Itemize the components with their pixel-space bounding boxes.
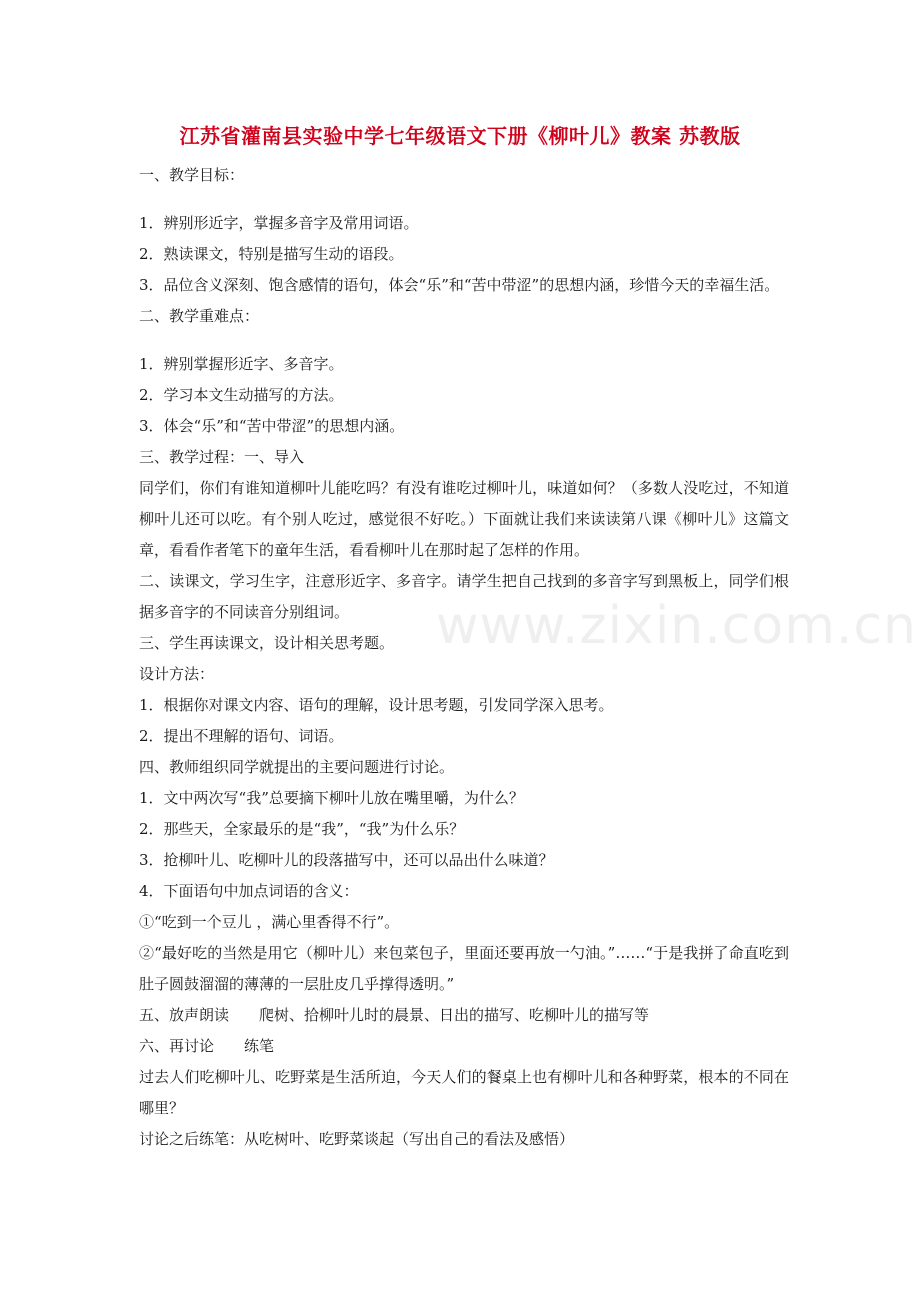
objective-item: 3．品位含义深刻、饱含感情的语句，体会“乐”和“苦中带涩”的思想内涵，珍惜今天的幸福生活。	[139, 276, 780, 294]
paragraph-discussion: 四、教师组织同学就提出的主要问题进行讨论。	[139, 758, 455, 776]
paragraph-design-method: 设计方法：	[139, 665, 215, 683]
paragraph-intro: 同学们，你们有谁知道柳叶儿能吃吗？有没有谁吃过柳叶儿，味道如何？（多数人没吃过，不知道柳叶儿还可以吃。有个别人吃过，感觉很不好吃。）下面就让我们来读读第八课《柳叶儿》这篇文章，看看作者笔下的童年生活，看看柳叶儿在那时起了怎样的作用。	[139, 479, 789, 559]
key-point-item: 1．辨别掌握形近字、多音字。	[139, 355, 344, 373]
quote-item: ①“吃到一个豆儿 ，满心里香得不行”。	[139, 913, 400, 931]
paragraph-comparison: 过去人们吃柳叶儿、吃野菜是生活所迫，今天人们的餐桌上也有柳叶儿和各种野菜，根本的不同在哪里？	[139, 1068, 789, 1117]
design-item: 1．根据你对课文内容、语句的理解，设计思考题，引发同学深入思考。	[139, 696, 614, 714]
paragraph-reading: 二、读课文，学习生字，注意形近字、多音字。请学生把自己找到的多音字写到黑板上，同学们根据多音字的不同读音分别组词。	[139, 572, 789, 621]
document-title: 江苏省灌南县实验中学七年级语文下册《柳叶儿》教案 苏教版	[179, 124, 741, 148]
spacer	[139, 191, 789, 208]
objective-item: 2．熟读课文，特别是描写生动的语段。	[139, 245, 404, 263]
design-item: 2．提出不理解的语句、词语。	[139, 727, 344, 745]
document-body	[139, 160, 789, 1155]
question-item: 1．文中两次写“我”总要摘下柳叶儿放在嘴里嚼，为什么？	[139, 789, 524, 807]
objective-item: 1．辨别形近字，掌握多音字及常用词语。	[139, 214, 419, 232]
question-item: 3．抢柳叶儿、吃柳叶儿的段落描写中，还可以品出什么味道？	[139, 851, 554, 869]
spacer	[139, 332, 789, 349]
quote-item: ②“最好吃的当然是用它（柳叶儿）来包菜包子，里面还要再放一勺油。”……“于是我拼了命直吃到肚子圆鼓溜溜的薄薄的一层肚皮几乎撑得透明。”	[139, 944, 789, 993]
watermark: www.zixin.com.cn	[436, 596, 917, 656]
paragraph-writing-task: 讨论之后练笔：从吃树叶、吃野菜谈起（写出自己的看法及感悟）	[139, 1130, 575, 1148]
question-item: 2．那些天，全家最乐的是“我”，“我”为什么乐？	[139, 820, 465, 838]
paragraph-rediscuss: 六、再讨论 练笔	[139, 1037, 275, 1055]
section-heading-objectives: 一、教学目标：	[139, 166, 245, 184]
section-heading-process: 三、教学过程：一、导入	[139, 448, 305, 466]
question-item: 4．下面语句中加点词语的含义：	[139, 882, 359, 900]
key-point-item: 2．学习本文生动描写的方法。	[139, 386, 344, 404]
section-heading-key-points: 二、教学重难点：	[139, 307, 260, 325]
key-point-item: 3．体会“乐”和“苦中带涩”的思想内涵。	[139, 417, 405, 435]
paragraph-reread: 三、学生再读课文，设计相关思考题。	[139, 634, 395, 652]
paragraph-read-aloud: 五、放声朗读 爬树、拾柳叶儿时的晨景、日出的描写、吃柳叶儿的描写等	[139, 1006, 650, 1024]
